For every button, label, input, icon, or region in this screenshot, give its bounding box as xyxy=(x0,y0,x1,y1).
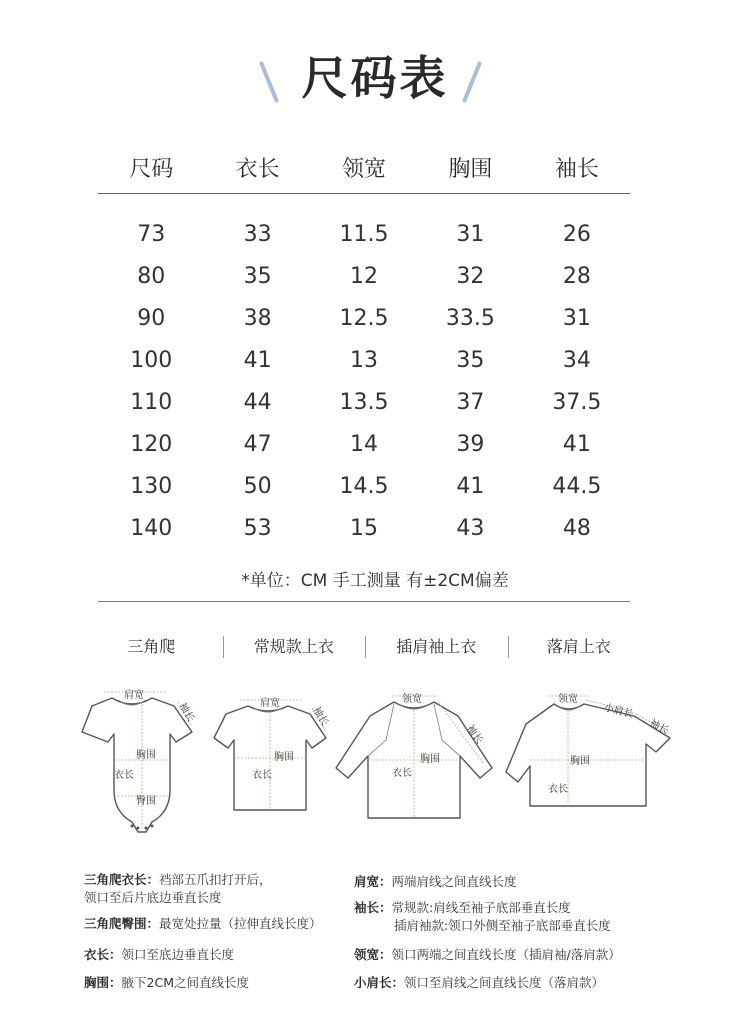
table-cell: 31 xyxy=(562,306,591,331)
legend-key: 胸围： xyxy=(84,975,122,990)
legend-shoulder xyxy=(354,873,517,891)
table-cell: 13 xyxy=(350,348,379,373)
title-area xyxy=(0,48,750,108)
type-raglan-top: 插肩袖上衣 xyxy=(365,630,508,664)
legend-text: 裆部五爪扣打开后， xyxy=(159,872,272,887)
table-row xyxy=(98,304,630,346)
raglan-collar-label: 领宽 xyxy=(402,694,422,705)
table-cell: 80 xyxy=(137,264,166,289)
table-header xyxy=(98,150,630,194)
table-cell: 48 xyxy=(562,516,591,541)
legend-length xyxy=(84,946,234,964)
page-title: 尺码表 xyxy=(301,51,449,105)
unit-note: *单位：CM 手工测量 有±2CM偏差 xyxy=(241,571,509,591)
legend-collar xyxy=(354,946,621,964)
header-length: 衣长 xyxy=(235,157,280,182)
table-cell: 73 xyxy=(137,222,166,247)
regular-sleeve-label: 袖长 xyxy=(310,705,331,728)
table-cell: 53 xyxy=(243,516,272,541)
type-regular-top: 常规款上衣 xyxy=(223,630,366,664)
table-cell: 37 xyxy=(456,390,485,415)
table-cell: 13.5 xyxy=(339,390,389,415)
legend-key: 小肩长： xyxy=(354,975,405,990)
table-cell: 37.5 xyxy=(552,390,602,415)
table-cell: 35 xyxy=(243,264,272,289)
table-cell: 41 xyxy=(456,474,485,499)
table-cell: 120 xyxy=(130,432,173,457)
table-cell: 14.5 xyxy=(339,474,389,499)
table-cell: 15 xyxy=(350,516,379,541)
romper-chest-label: 胸围 xyxy=(136,750,156,761)
table-cell: 47 xyxy=(243,432,272,457)
table-cell: 32 xyxy=(456,264,485,289)
regular-shoulder-label: 肩宽 xyxy=(260,698,280,709)
size-table xyxy=(98,150,630,556)
legend-romper-hip xyxy=(84,915,322,933)
table-cell: 90 xyxy=(137,306,166,331)
garment-types xyxy=(80,630,650,664)
table-cell: 14 xyxy=(350,432,379,457)
romper-diagram xyxy=(74,680,219,850)
header-chest: 胸围 xyxy=(448,157,493,182)
table-cell: 35 xyxy=(456,348,485,373)
regular-top-diagram xyxy=(214,680,344,850)
legend-key: 肩宽： xyxy=(354,874,392,889)
legend-chest xyxy=(84,974,249,992)
legend-text: 腋下2CM之间直线长度 xyxy=(121,975,249,990)
legend-text: 领口两端之间直线长度（插肩袖/落肩款） xyxy=(391,947,621,962)
type-romper: 三角爬 xyxy=(127,637,176,656)
drop-length-label: 衣长 xyxy=(548,784,568,795)
drop-shoulder-diagram xyxy=(506,680,686,850)
header-collar: 领宽 xyxy=(342,157,387,182)
legend-sleeve xyxy=(354,899,611,935)
legend-key: 三角爬臀围： xyxy=(84,916,160,931)
table-cell: 130 xyxy=(130,474,173,499)
table-cell: 44 xyxy=(243,390,272,415)
romper-outline-icon xyxy=(74,680,219,850)
table-cell: 39 xyxy=(456,432,485,457)
table-body xyxy=(98,194,630,556)
romper-length-label: 衣长 xyxy=(114,770,134,781)
legend-small-shoulder xyxy=(354,974,604,992)
table-cell: 33 xyxy=(243,222,272,247)
table-cell: 26 xyxy=(562,222,591,247)
drop-collar-label: 领宽 xyxy=(558,694,578,705)
table-cell: 50 xyxy=(243,474,272,499)
legend-romper-length xyxy=(84,871,272,907)
drop-sleeve-label: 袖长 xyxy=(647,717,671,737)
raglan-chest-label: 胸围 xyxy=(420,754,440,765)
table-cell: 41 xyxy=(562,432,591,457)
table-cell: 12 xyxy=(350,264,379,289)
table-row xyxy=(98,262,630,304)
raglan-top-outline-icon xyxy=(334,680,494,850)
raglan-top-diagram xyxy=(334,680,494,850)
table-cell: 38 xyxy=(243,306,272,331)
table-cell: 140 xyxy=(130,516,173,541)
table-cell: 41 xyxy=(243,348,272,373)
table-row xyxy=(98,430,630,472)
table-cell: 100 xyxy=(130,348,173,373)
table-row xyxy=(98,220,630,262)
table-cell: 43 xyxy=(456,516,485,541)
header-sleeve: 袖长 xyxy=(554,157,599,182)
legend-key: 袖长： xyxy=(354,900,392,915)
table-row xyxy=(98,388,630,430)
table-cell: 28 xyxy=(562,264,591,289)
table-row xyxy=(98,472,630,514)
table-row xyxy=(98,346,630,388)
table-cell: 33.5 xyxy=(445,306,495,331)
regular-length-label: 衣长 xyxy=(252,770,272,781)
romper-hip-label: 臀围 xyxy=(136,796,156,807)
legend-text: 常规款:肩线至袖子底部垂直长度 xyxy=(391,900,571,915)
legend-text: 领口至肩线之间直线长度（落肩款） xyxy=(404,975,605,990)
legend-text: 最宽处拉量（拉伸直线长度） xyxy=(159,916,322,931)
table-cell: 34 xyxy=(562,348,591,373)
table-cell: 110 xyxy=(130,390,173,415)
header-size: 尺码 xyxy=(129,157,174,182)
romper-shoulder-label: 肩宽 xyxy=(124,690,144,701)
table-cell: 11.5 xyxy=(339,222,389,247)
legend-key: 三角爬衣长： xyxy=(84,872,160,887)
table-row xyxy=(98,514,630,556)
raglan-sleeve-label: 袖长 xyxy=(464,723,485,746)
section-divider xyxy=(98,601,630,602)
legend-text: 领口至后片底边垂直长度 xyxy=(84,890,222,905)
romper-sleeve-label: 袖长 xyxy=(176,701,197,724)
drop-chest-label: 胸围 xyxy=(570,756,590,767)
table-cell: 12.5 xyxy=(339,306,389,331)
legend-text: 两端肩线之间直线长度 xyxy=(391,874,517,889)
drop-small-shoulder-label: 小肩长 xyxy=(602,702,635,721)
regular-chest-label: 胸围 xyxy=(274,752,294,763)
raglan-length-label: 衣长 xyxy=(392,768,412,779)
table-cell: 31 xyxy=(456,222,485,247)
legend-key: 衣长： xyxy=(84,947,122,962)
type-drop-shoulder-top: 落肩上衣 xyxy=(508,630,651,664)
legend-text: 插肩袖款:领口外侧至袖子底部垂直长度 xyxy=(394,918,611,933)
table-cell: 44.5 xyxy=(552,474,602,499)
drop-shoulder-outline-icon xyxy=(506,680,686,850)
legend-text: 领口至底边垂直长度 xyxy=(121,947,235,962)
legend-key: 领宽： xyxy=(354,947,392,962)
